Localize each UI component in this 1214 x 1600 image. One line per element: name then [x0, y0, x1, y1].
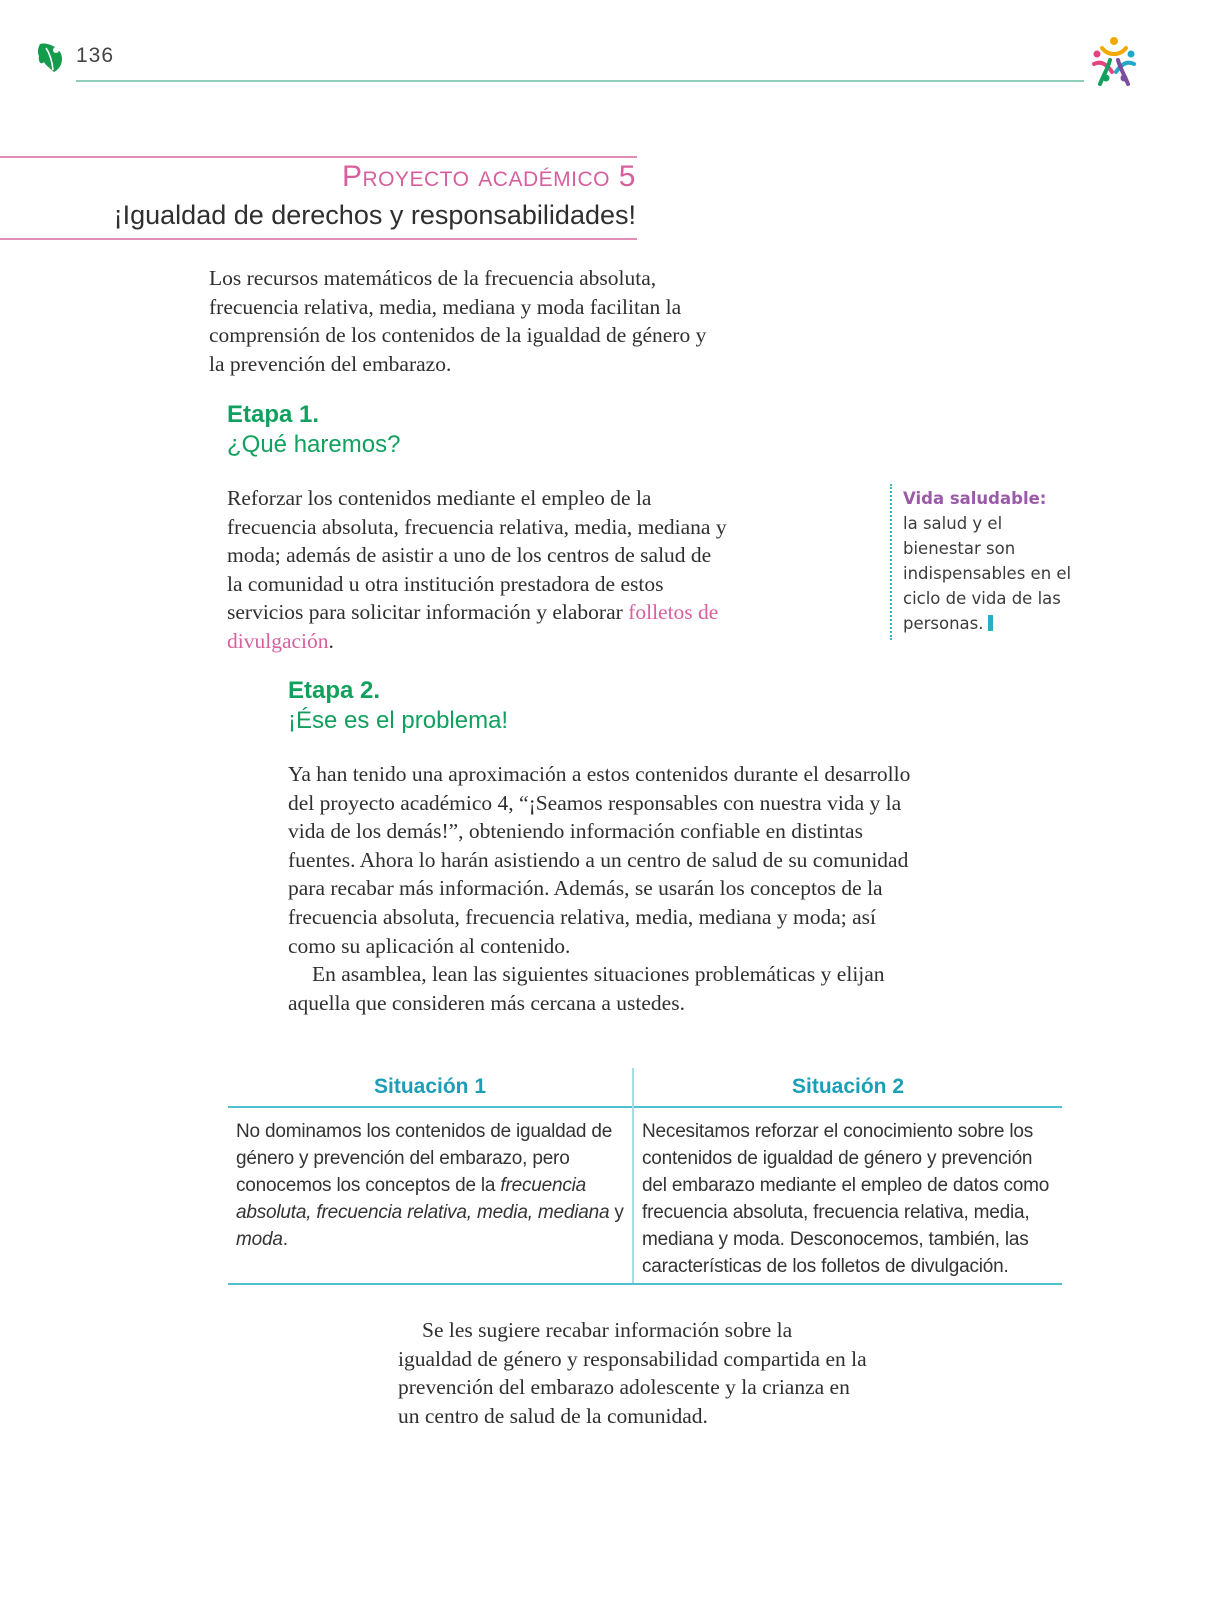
stage1-heading: [227, 400, 400, 460]
sidebar-note: [903, 486, 1083, 636]
intro-paragraph: Los recursos matemáticos de la frecuencia absoluta, frecuencia relativa, media, mediana y moda facilitan la comprensión de los contenidos de la igualdad de género y la prevención del embarazo.: [209, 266, 707, 376]
title-rule-bottom: [0, 238, 637, 240]
stage2-paragraph-1: Ya han tenido una aproximación a estos contenidos durante el desarrollo del proyecto académico 4, “¡Seamos responsables con nuestra vida y la vida de los demás!”, obteniendo información confiable en distintas fuentes. Ahora lo harán asistiendo a un centro de salud de su comunidad para recabar más información. Además, se usarán los conceptos de la frecuencia absoluta, frecuencia relativa, media, mediana y moda; así como su aplicación al contenido.: [288, 762, 911, 958]
project-title: ¡Igualdad de derechos y responsabilidades!: [113, 200, 636, 230]
stage1-paragraph: [227, 484, 727, 656]
situation1-text-italic-2: moda: [236, 1229, 283, 1250]
stage2-heading: [288, 676, 508, 736]
colorful-figures-logo-icon: [1086, 34, 1142, 90]
situation2-text: Necesitamos reforzar el conocimiento sobre los contenidos de igualdad de género y prevención del embarazo mediante el empleo de datos como frecuencia absoluta, frecuencia relativa, media, mediana y moda. Desconocemos, también, las características de los folletos de divulgación.: [642, 1121, 1050, 1277]
project-kicker: Proyecto académico 5: [341, 160, 636, 193]
stage1-text-after: .: [328, 628, 334, 653]
stage2-subtitle: ¡Ése es el problema!: [288, 707, 509, 734]
green-leaf-icon: [36, 40, 66, 74]
table-bottom-rule: [228, 1283, 1062, 1285]
closing-paragraph: [398, 1316, 868, 1430]
header-rule: [76, 80, 1084, 82]
sidebar-body: la salud y el bienestar son indispensables en el ciclo de vida de las personas.: [903, 514, 1072, 633]
situation1-text-end: .: [282, 1229, 288, 1250]
sidebar-dotted-rule: [890, 484, 892, 640]
stage1-title: Etapa 1.: [227, 401, 320, 428]
situations-table: [228, 1068, 1062, 1284]
situation2-column: [634, 1068, 1062, 1280]
situation1-column: [228, 1068, 632, 1253]
situation1-text-plain: No dominamos los contenidos de igualdad de género y prevención del embarazo, pero conocemos los conceptos de la: [236, 1121, 613, 1196]
stage1-text-before: Reforzar los contenidos mediante el empleo de la frecuencia absoluta, frecuencia relativa, media, mediana y moda; además de asistir a uno de los centros de salud de la comunidad u otra institución prestadora de estos servicios para solicitar información y elaborar: [227, 486, 727, 625]
stage2-title: Etapa 2.: [288, 677, 381, 704]
situation1-text-connector: y: [609, 1202, 624, 1223]
title-rule-top: [0, 156, 637, 158]
situation2-header: Situación 2: [634, 1068, 1062, 1108]
stage2-paragraph-2: En asamblea, lean las siguientes situaciones problemáticas y elijan aquella que consideren más cercana a ustedes.: [288, 962, 885, 1015]
stage1-highlight: folletos de divulgación: [227, 600, 719, 653]
page-number: 136: [76, 44, 115, 67]
situation1-text-italic: frecuencia absoluta, frecuencia relativa, media, mediana: [236, 1175, 610, 1223]
closing-text: Se les sugiere recabar información sobre la igualdad de género y responsabilidad compartida en la prevención del embarazo adolescente y la crianza en un centro de salud de la comunidad.: [398, 1318, 867, 1428]
situation1-text: [228, 1108, 632, 1253]
sidebar-title: Vida saludable:: [903, 489, 1047, 508]
situation1-header: Situación 1: [228, 1068, 632, 1108]
stage2-body: [288, 760, 928, 1017]
sidebar-end-mark-icon: [988, 615, 993, 631]
stage1-subtitle: ¿Qué haremos?: [227, 431, 401, 458]
